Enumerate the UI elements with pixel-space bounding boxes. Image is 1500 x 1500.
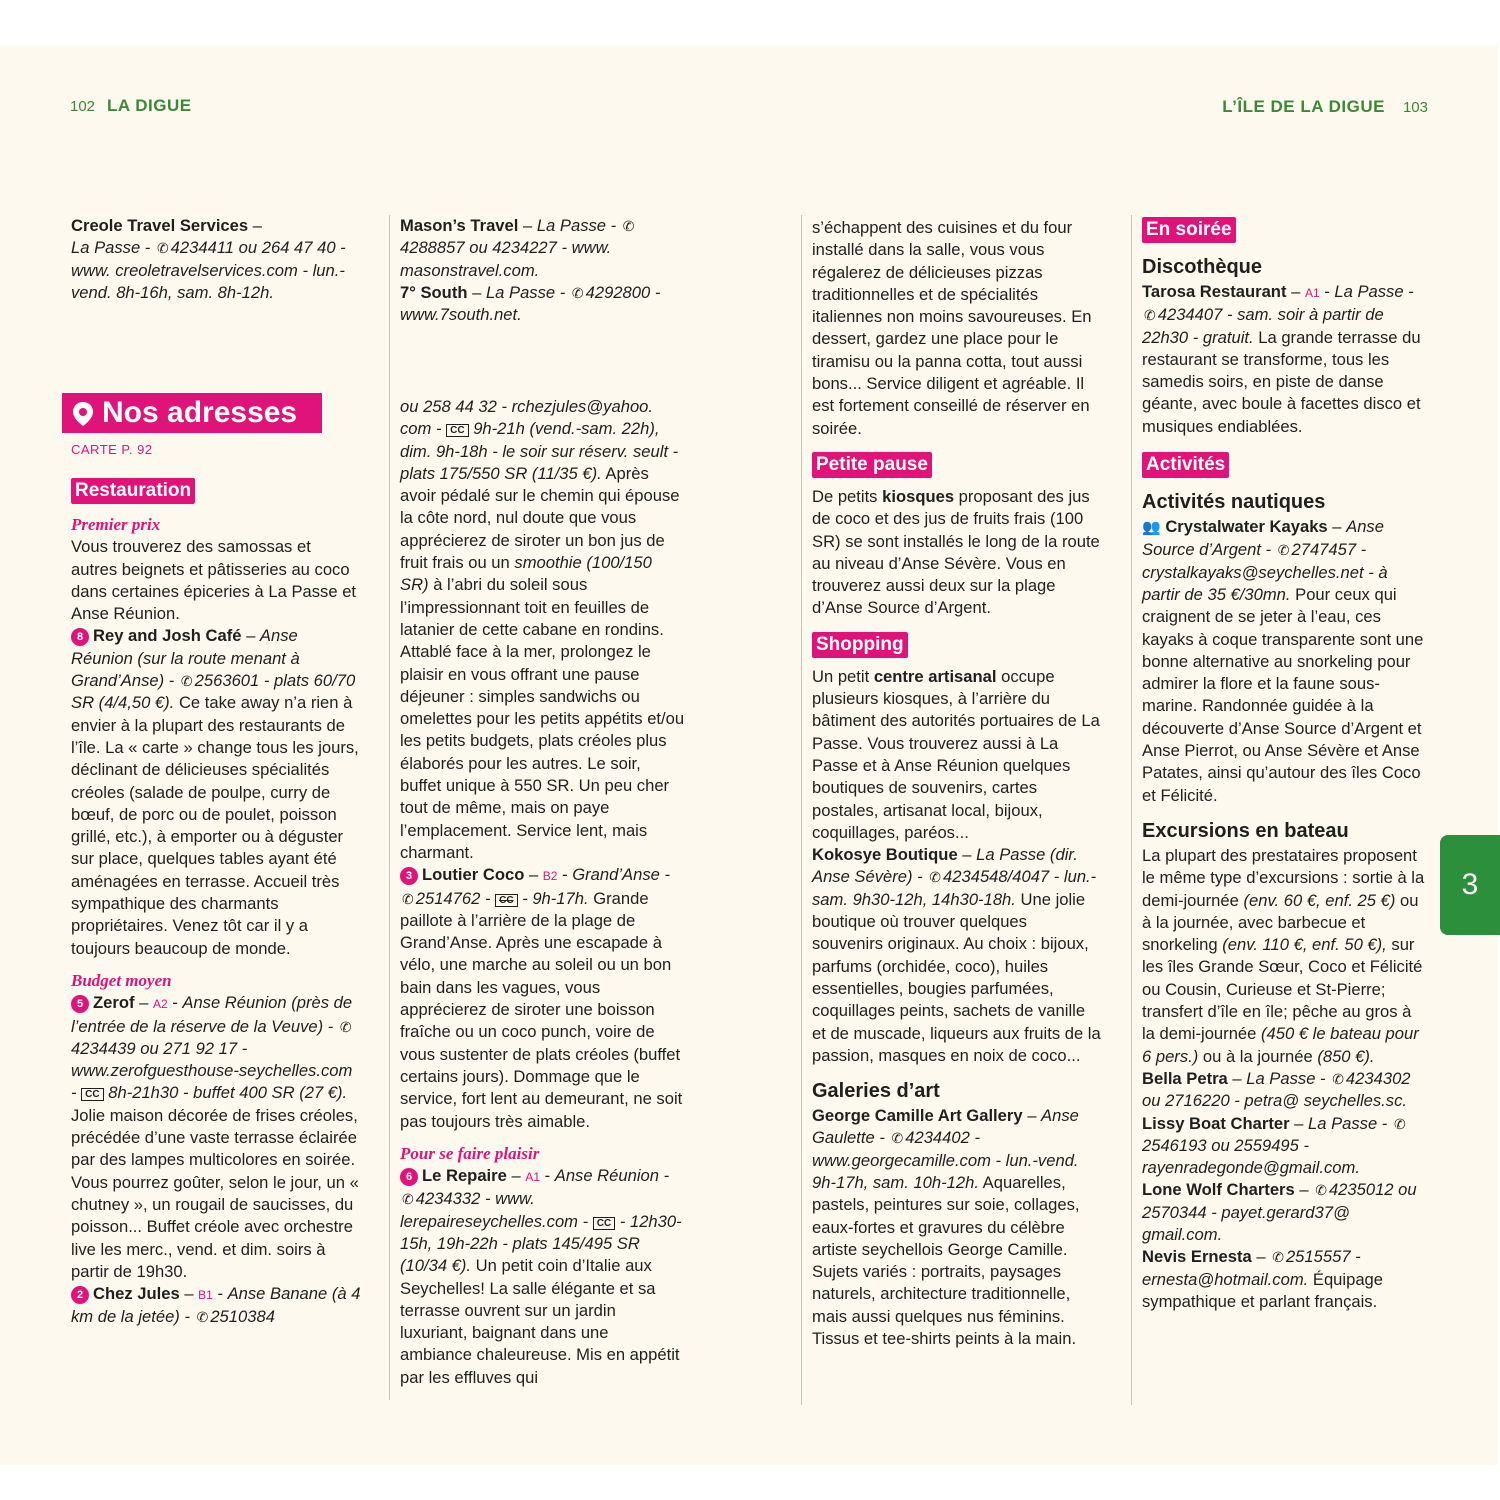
excursions-heading: Excursions en bateau [1142,819,1349,842]
entry-phone: 4234402 - www.georgecamille.com - lun.-vend. 9h-17h, sam. 10h-12h. [812,1128,1079,1192]
entry-location: Anse Réunion (sur la route menant à Grand’Anse) - [71,626,300,691]
right-page-number: 103 [1402,99,1428,116]
category-premier-prix: Premier prix [71,515,161,534]
right-header-title: L’ÎLE DE LA DIGUE [1222,97,1385,116]
map-number-badge: 5 [71,995,89,1013]
entry-location: Anse Réunion - [554,1166,670,1186]
excursions-price: (850 €). [1317,1046,1375,1066]
galeries-heading: Galeries d’art [812,1080,940,1103]
entry-location: La Passe - [536,216,617,235]
entry-phone: 4234407 - sam. soir à partir de 22h30 - gratuit. [1142,305,1384,347]
entry-name: Lone Wolf Charters [1142,1180,1295,1200]
entry-description: Pour ceux qui craignent de se jeter à l’eau, ces kayaks à coque transparente sont une bonne alternative au snorkeling pour admirer la flore et la faune sous-marine. Randonnée guidée à la découverte d’Anse Source d’Argent et Anse Pierrot, ou Anse Sévère et Anse Patates, ainsi qu’autour des îles Coco et Félicité. [1142,584,1424,805]
right-running-header [1222,97,1428,117]
map-number-badge: 3 [400,867,418,885]
entry-location: La Passe - [485,282,566,302]
map-number-badge: 2 [71,1286,89,1304]
section-activites: Activités [1142,452,1229,478]
excursions-text: La plupart des prestataires proposent le même type d’excursions : sortie à la demi-journée [1142,845,1425,910]
entry-description: Après avoir pédalé sur le chemin qui épouse la côte nord, nul doute que vous apprécierez de siroter un bon jus de fruit frais ou un [400,463,680,573]
entry-phone: 4235012 ou 2570344 - payet.gerard37@ gmail.com. [1142,1180,1417,1244]
col2-top-block: Mason’s Travel – La Passe - ✆4288857 ou 4234227 - www. masonstravel.com. 7° South – La Passe - ✆ 4292800 - www.7south.net. [400,216,661,325]
entry-phone: 4234302 ou 2716220 - petra@ seychelles.sc. [1142,1068,1411,1111]
entry-description: Aquarelles, pastels, peintures sur soie, collages, eaux-fortes et gravures du célèbre artiste seychellois George Camille. Sujets variés : portraits, paysages naturels, architecture traditionnelle, mais aussi quelques nus féminins. Tissus et tee-shirts peints à la main. [812,1172,1080,1349]
entry-hours: 9h-21h (vend.-sam. 22h), dim. 9h-18h - le soir sur réserv. seult - plats 175/550 SR (11/35 €). [400,419,679,483]
phone-icon: ✆ [402,890,414,907]
entry-location: Anse Source d’Argent - [1142,517,1384,560]
left-header-title: LA DIGUE [107,96,192,115]
entry-description-italic: smoothie (100/150 SR) [400,553,652,595]
entry-name: Kokosye Boutique [812,845,958,865]
entry-name: Tarosa Restaurant [1142,282,1287,301]
phone-icon: ✆ [1315,1182,1327,1199]
excursions-text: sur les îles Grande Sœur, Coco et Félicité ou Cousin, Curieuse et St-Pierre; transfert d’île en île; pêche au gros à la demi-journée [1142,935,1423,1044]
entry-description: Jolie maison décorée de frises créoles, précédée d’une vaste terrasse éclairée par des lampes multicolores en soirée. Vous pourrez goûter, selon le jour, un « chutney », un rougail de saucisses, du poisson... Buffet créole avec orchestre live les merc., vend. et dim. soirs à partir de 19h30. [71,1105,359,1281]
carte-reference[interactable]: CARTE P. 92 [71,442,153,457]
phone-icon: ✆ [891,1130,904,1147]
entry-location: La Passe - [1246,1068,1326,1088]
entry-location: La Passe (dir. Anse Sévère) - [812,845,1078,887]
category-pour-se-faire-plaisir: Pour se faire plaisir [400,1143,540,1163]
phone-icon: ✆ [1277,542,1290,559]
entry-location: Grand’Anse - [572,865,670,885]
map-number-badge: 8 [71,628,89,646]
map-number-badge: 6 [400,1168,418,1186]
entry-phone: 4234548/4047 - lun.-sam. 9h30-12h, 14h30-18h. [812,867,1097,909]
entry-name: Crystalwater Kayaks [1165,517,1328,537]
shopping-text: occupe plusieurs kiosques, à l’arrière du bâtiment des autorités portuaires de La Passe. Vous trouverez aussi à La Passe et à Anse Réunion quelques boutiques de souvenirs, cartes postales, artisanat local, bijoux, coquillages, paréos... [812,666,1100,842]
entry-hours: 8h-21h30 - buffet 400 SR (27 €). [108,1083,348,1103]
entry-description: à l’abri du soleil sous l’impressionnant toit en feuilles de latanier de cette cabane en rondins. Attablé face à la mer, prolongez le plaisir en vous offrant une pause déjeuner : simples sandwichs ou omelettes pour les petits appétits et/ou les petits budgets, plats créoles plus élaborés pour les autres. Le soir, buffet unique à 550 SR. Un peu cher tout de même, mais on paye l’emplacement. Service lent, mais charmant. [400,575,685,862]
phone-icon: ✆ [1272,1249,1284,1266]
entry-phone: 4288857 ou 4234227 - www. masonstravel.com. [400,238,612,280]
entry-location: La Passe [71,238,141,258]
entry-name: Loutier Coco [422,865,525,885]
map-grid-ref: A1 [1304,286,1320,300]
credit-card-icon: CC [593,1217,615,1230]
credit-card-icon: CC [446,424,468,437]
entry-name: George Camille Art Gallery [812,1106,1023,1126]
entry-details: ou 264 47 40 - www. creoletravelservices.com - lun.-vend. 8h-16h, sam. 8h-12h. [71,238,346,302]
entry-location: Anse Banane (à 4 km de la jetée) - [71,1284,361,1327]
entry-phone: 2563601 - plats 60/70 SR (4/4,50 €). [71,671,356,713]
column-rule [389,215,390,1400]
entry-description: s’échappent des cuisines et du four installé dans la salle, vous vous régalerez de délicieuses pizzas traditionnelles et de spécialités italiennes non moins savoureuses. En dessert, gardez une place pour le tiramisu ou la panna cotta, tout aussi bons... Service diligent et agréable. Il est fortement conseillé de réserver en soirée. [812,218,1092,438]
left-running-header [70,96,192,116]
nos-adresses-title: Nos adresses [102,396,298,429]
entry-location: Anse Gaulette - [812,1106,1079,1148]
section-en-soiree: En soirée [1142,217,1236,243]
entry-hours: - 9h-17h. [522,888,589,908]
entry-name: Rey and Josh Café [93,626,242,646]
entry-name: Le Repaire [422,1166,507,1186]
entry-name: Nevis Ernesta [1142,1247,1252,1267]
col2-main: ou 258 44 32 - rchezjules@yahoo. com - CC 9h-21h (vend.-sam. 22h), dim. 9h-18h - le soir sur réserv. seult - plats 175/550 SR (11/35 €). Après avoir pédalé sur le chemin qui épouse la côte nord, nul doute que vous apprécierez de siroter un bon jus de fruit frais ou un smoothie (100/150 SR) à l’abri du soleil sous l’impressionnant toit en feuilles de latanier de cette cabane en rondins. Attablé face à la mer, prolongez le plaisir en vous offrant une pause déjeuner : simples sandwichs ou omelettes pour les petits appétits et/ou les petits budgets, plats créoles plus élaborés pour les autres. Le soir, buffet unique à 550 SR. Un peu cher tout de même, mais on paye l’emplacement. Service lent, mais charmant. 3 Loutier Coco – B2 - Grand’Anse - ✆ 2514762 - CC - 9h-17h. Grande paillote à l’arrière de la plage de Grand’Anse. Après une escapade à vélo, une marche au soleil ou un bon bain dans les vagues, vous apprécierez de siroter une boisson fraîche ou un coco punch, voire de vous sustenter de plats créoles (buffet certains jours). Dommage que le service, fort lent au demeurant, ne soit pas toujours très aimable. Pour se faire plaisir 6 Le Repaire – A1 - Anse Réunion - ✆ 4234332 - www. lerepaireseychelles.com - CC - 12h30-15h, 19h-22h - plats 145/495 SR (10/34 €). Un petit coin d’Italie aux Seychelles! La salle élégante et sa terrasse ouvrent sur un jardin luxuriant, baignant dans une ambiance chaleureuse. Mis en appétit par les effluves qui [400,397,685,1387]
phone-icon: ✆ [1144,307,1156,324]
entry-description: Grande paillote à l’arrière de la plage de Grand’Anse. Après une escapade à vélo, une marche au soleil ou un bon bain dans les vagues, vous apprécierez de siroter une boisson fraîche ou un coco punch, voire de vous sustenter de plats créoles (buffet certains jours). Dommage que le service, fort lent au demeurant, ne soit pas toujours très aimable. [400,888,683,1131]
phone-icon: ✆ [339,1018,352,1035]
entry-description: Équipage sympathique et parlant français. [1142,1269,1384,1311]
entry-description: Ce take away n’a rien à envier à la plupart des restaurants de l’île. La « carte » change tous les jours, déclinant de délicieuses spécialités créoles (salade de poulpe, curry de bœuf, de porc ou de poulet, poisson grillé, etc.), à emporter ou à déguster sur place, quelques tables ayant été aménagées en terrasse. Accueil très sympathique des charmants propriétaires. Venez tôt car il y a toujours beaucoup de monde. [71,693,359,958]
shopping-text-bold: centre artisanal [873,666,997,686]
entry-phone: 2515557 - ernesta@hotmail.com. [1142,1247,1361,1289]
map-grid-ref: B2 [542,869,558,884]
pause-text: proposant des jus de coco et des jus de fruits frais (100 SR) se sont installés le long de la route au niveau d’Anse Sévère. Vous en trouverez aussi deux sur la plage d’Anse Source d’Argent. [812,486,1100,618]
premier-prix-text: Vous trouverez des samossas et autres beignets et pâtisseries au coco dans certaines épiceries à La Passe et Anse Réunion. [71,537,357,624]
entry-name: Lissy Boat Charter [1142,1113,1290,1133]
entry-phone: 4234411 [170,238,235,258]
excursions-text: ou à la journée, avec barbecue et snorkeling [1142,890,1419,955]
entry-phone: 2546193 ou 2559495 - rayenradegonde@gmail.com. [1142,1135,1360,1178]
section-petite-pause: Petite pause [812,452,932,478]
entry-description: Un petit coin d’Italie aux Seychelles! La salle élégante et sa terrasse ouvrent sur un jardin luxuriant, baignant dans une ambiance chaleureuse. Mis en appétit par les effluves qui [400,1256,680,1387]
entry-phone: 2747457 - crystalkayaks@seychelles.net - à partir de 35 €/30mn. [1142,540,1388,604]
entry-location: La Passe - [1308,1113,1388,1133]
pause-text-bold: kiosques [882,486,955,506]
col3-main: s’échappent des cuisines et du four installé dans la salle, vous vous régalerez de délicieuses pizzas traditionnelles et de spécialités italiennes non moins savoureuses. En dessert, gardez une place pour le tiramisu ou la panna cotta, tout aussi bons... Service diligent et agréable. Il est fortement conseillé de réserver en soirée. Petite pause De petits kiosques proposant des jus de coco et des jus de fruits frais (100 SR) se sont installés le long de la route au niveau d’Anse Sévère. Vous en trouverez aussi deux sur la plage d’Anse Source d’Argent. Shopping Un petit centre artisanal occupe plusieurs kiosques, à l’arrière du bâtiment des autorités portuaires de La Passe. Vous trouverez aussi à La Passe et à Anse Réunion quelques boutiques de souvenirs, cartes postales, artisanat local, bijoux, coquillages, paréos... Kokosye Boutique – La Passe (dir. Anse Sévère) - ✆ 4234548/4047 - lun.-sam. 9h30-12h, 14h30-18h. Une jolie boutique où trouver quelques souvenirs originaux. Au choix : bijoux, parfums (orchidée, coco), huiles essentielles, bougies parfumées, coquillages peints, sachets de vanille et de muscade, liqueurs aux fruits de la passion, masques en noix de coco... Galeries d’art George Camille Art Gallery – Anse Gaulette - ✆ 4234402 - www.georgecamille.com - lun.-vend. 9h-17h, sam. 10h-12h. Aquarelles, pastels, peintures sur soie, collages, eaux-fortes et gravures du célèbre artiste seychellois George Camille. Sujets variés : portraits, paysages naturels, architecture traditionnelle, mais aussi quelques nus féminins. Tissus et tee-shirts peints à la main. [812,218,1101,1349]
phone-icon: ✆ [180,673,193,690]
nos-adresses-banner [62,393,322,433]
phone-icon: ✆ [1393,1115,1406,1132]
shopping-text: Un petit [812,666,870,686]
entry-description: Une jolie boutique où trouver quelques souvenirs originaux. Au choix : bijoux, parfums (orchidée, coco), huiles essentielles, bougies parfumées, coquillages peints, sachets de vanille et de muscade, liqueurs aux fruits de la passion, masques en noix de coco... [812,889,1101,1065]
entry-name: Chez Jules [93,1284,180,1304]
discotheque-heading: Discothèque [1142,256,1263,278]
map-pin-icon [72,401,94,427]
family-icon: 👥 [1142,519,1161,537]
nautiques-heading: Activités nautiques [1142,491,1326,514]
entry-location: La Passe - [1334,282,1414,301]
left-page-number: 102 [70,98,96,115]
entry-location: Anse Réunion (près de l’entrée de la réserve de la Veuve) - [71,993,353,1036]
phone-icon: ✆ [571,284,584,301]
entry-name: Bella Petra [1142,1068,1228,1088]
excursions-price: (450 € le bateau pour 6 pers.) [1142,1024,1419,1066]
excursions-text: ou à la journée [1202,1046,1313,1066]
entry-name: 7° South [400,282,468,302]
no-credit-card-icon: CC [495,894,517,907]
pause-text: De petits [812,486,878,506]
phone-icon: ✆ [929,869,942,886]
entry-phone: 4292800 - www.7south.net. [400,282,661,325]
phone-icon: ✆ [1332,1070,1344,1087]
entry-name: Mason’s Travel [400,216,519,235]
entry-phone: 2510384 [210,1307,275,1327]
entry-description: La grande terrasse du restaurant se transforme, tous les samedis soirs, en piste de danse géante, avec boule à facettes disco et musiques endiablées. [1142,327,1421,436]
excursions-price: (env. 60 €, enf. 25 €) [1243,890,1396,910]
entry-phone: 4234439 ou 271 92 17 - www.zerofguesthouse-seychelles.com - [71,1038,353,1103]
section-shopping: Shopping [812,632,908,658]
col1-top-block: Creole Travel Services – La Passe - ✆ 4234411 ou 264 47 40 - www. creoletravelservices.com - lun.-vend. 8h-16h, sam. 8h-12h. [71,216,346,302]
col1-main: Restauration Premier prix Vous trouverez des samossas et autres beignets et pâtisseries au coco dans certaines épiceries à La Passe et Anse Réunion. 8 Rey and Josh Café – Anse Réunion (sur la route menant à Grand’Anse) - ✆ 2563601 - plats 60/70 SR (4/4,50 €). Ce take away n’a rien à envier à la plupart des restaurants de l’île. La « carte » change tous les jours, déclinant de délicieuses spécialités créoles (salade de poulpe, curry de bœuf, de porc ou de poulet, poisson grillé, etc.), à emporter ou à déguster sur place, quelques tables ayant été aménagées en terrasse. Accueil très sympathique des charmants propriétaires. Venez tôt car il y a toujours beaucoup de monde. Budget moyen 5 Zerof – A2 - Anse Réunion (près de l’entrée de la réserve de la Veuve) - ✆4234439 ou 271 92 17 - www.zerofguesthouse-seychelles.com - CC 8h-21h30 - buffet 400 SR (27 €). Jolie maison décorée de frises créoles, précédée d’une vaste terrasse éclairée par des lampes multicolores en soirée. Vous pourrez goûter, selon le jour, un « chutney », un rougail de saucisses, du poisson... Buffet créole avec orchestre live les merc., vend. et dim. soirs à partir de 19h30. 2 Chez Jules – B1 - Anse Banane (à 4 km de la jetée) - ✆ 2510384 [71,478,361,1329]
column-rule [1131,215,1132,1405]
category-budget-moyen: Budget moyen [71,970,172,990]
credit-card-icon: CC [81,1088,103,1101]
entry-contact: ou 258 44 32 - rchezjules@yahoo. com - [400,397,654,439]
phone-icon: ✆ [622,218,635,234]
column-rule [801,215,802,1405]
map-grid-ref: A2 [152,997,168,1012]
phone-icon: ✆ [196,1309,209,1326]
map-grid-ref: A1 [525,1170,540,1185]
entry-phone: 4234332 - www. lerepaireseychelles.com - [400,1189,589,1231]
excursions-price: (env. 110 €, enf. 50 €), [1222,935,1387,955]
phone-icon: ✆ [156,240,169,257]
phone-icon: ✆ [402,1191,414,1208]
section-restauration: Restauration [71,478,195,504]
chapter-tab[interactable]: 3 [1440,835,1500,935]
map-grid-ref: B1 [198,1288,213,1303]
col4-main: En soirée Discothèque Tarosa Restaurant – A1 - La Passe - ✆ 4234407 - sam. soir à partir de 22h30 - gratuit. La grande terrasse du restaurant se transforme, tous les samedis soirs, en piste de danse géante, avec boule à facettes disco et musiques endiablées. Activités Activités nautiques 👥 Crystalwater Kayaks – Anse Source d’Argent - ✆ 2747457 - crystalkayaks@seychelles.net - à partir de 35 €/30mn. Pour ceux qui craignent de se jeter à l’eau, ces kayaks à coque transparente sont une bonne alternative au snorkeling pour admirer la flore et la faune sous-marine. Randonnée guidée à la découverte d’Anse Source d’Argent et Anse Pierrot, ou Anse Sévère et Anse Patates, ainsi qu’autour des îles Coco et Félicité. Excursions en bateau La plupart des prestataires proposent le même type d’excursions : sortie à la demi-journée (env. 60 €, enf. 25 €) ou à la journée, avec barbecue et snorkeling (env. 110 €, enf. 50 €), sur les îles Grande Sœur, Coco et Félicité ou Cousin, Curieuse et St-Pierre; transfert d’île en île; pêche au gros à la demi-journée (450 € le bateau pour 6 pers.) ou à la journée (850 €). Bella Petra – La Passe - ✆ 4234302 ou 2716220 - petra@ seychelles.sc. Lissy Boat Charter – La Passe - ✆2546193 ou 2559495 - rayenradegonde@gmail.com. Lone Wolf Charters – ✆ 4235012 ou 2570344 - payet.gerard37@ gmail.com. Nevis Ernesta – ✆ 2515557 - ernesta@hotmail.com. Équipage sympathique et parlant français. [1142,217,1427,1313]
entry-name: Zerof [93,993,135,1013]
entry-phone: 2514762 - [415,888,491,908]
entry-hours: - 12h30-15h, 19h-22h - plats 145/495 SR (10/34 €). [400,1211,682,1276]
entry-name: Creole Travel Services [71,216,249,235]
